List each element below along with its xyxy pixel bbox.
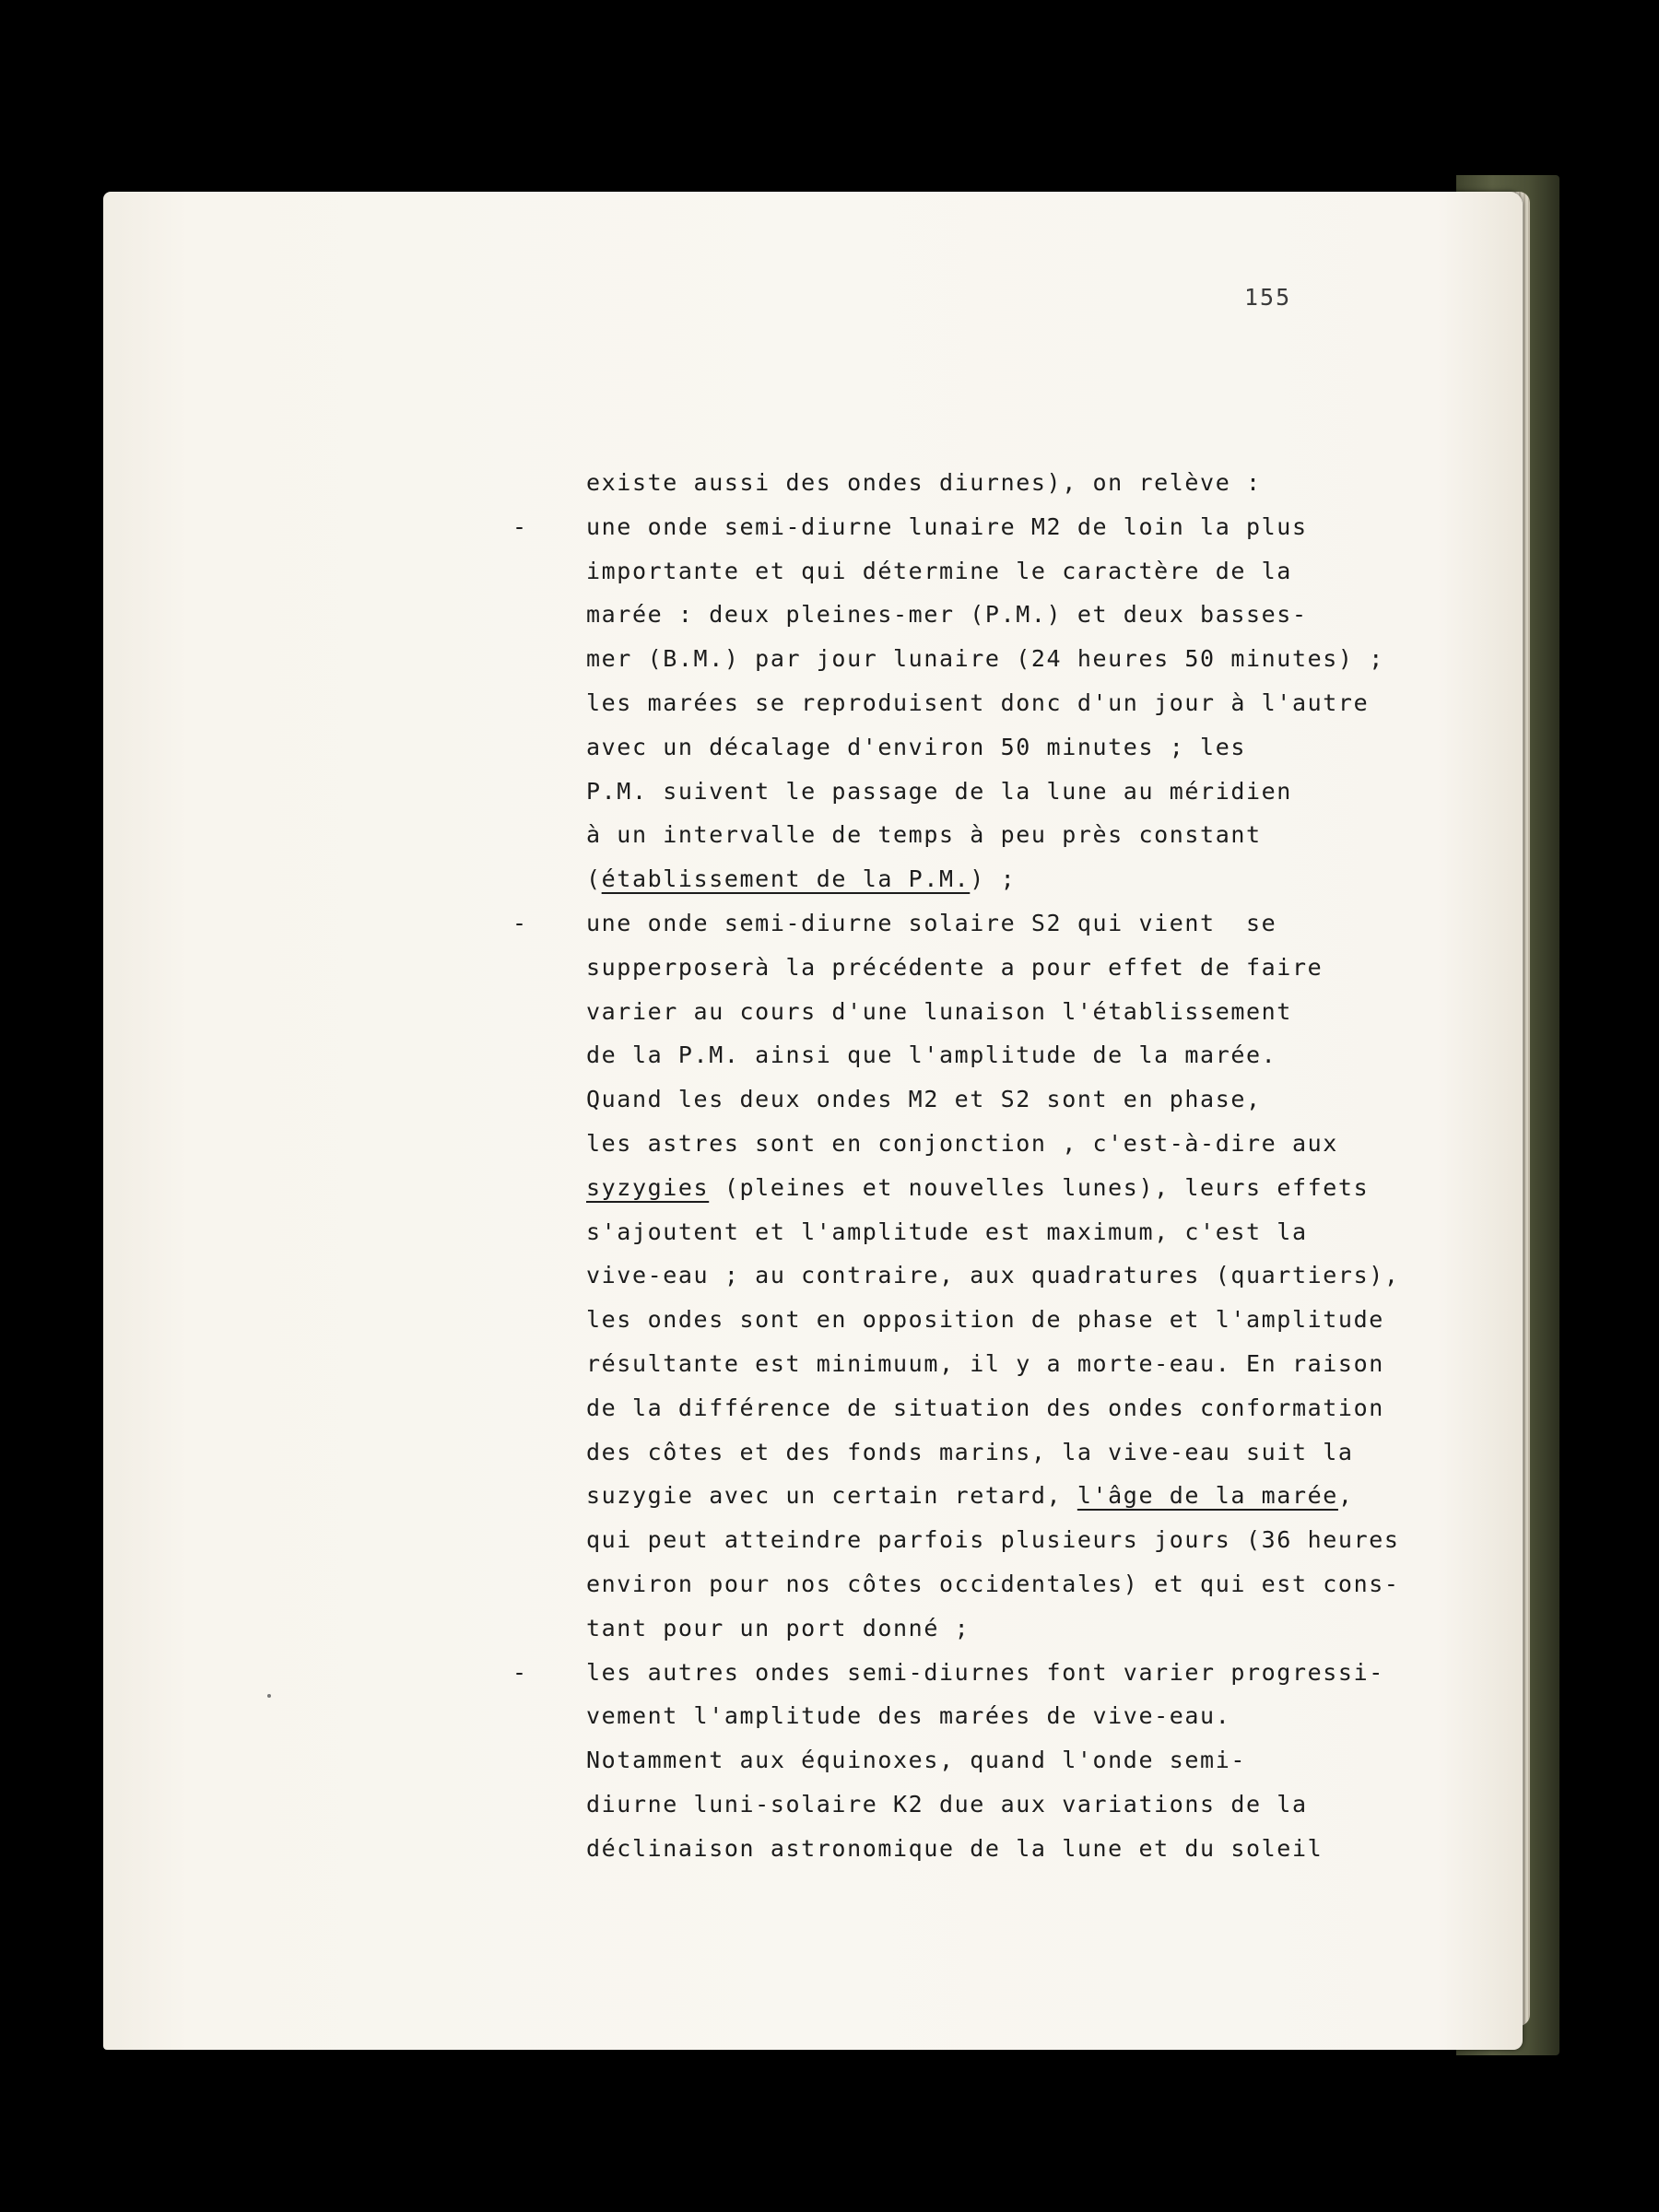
text-segment: les ondes sont en opposition de phase et l'amplitude [586, 1306, 1384, 1334]
text-segment: déclinaison astronomique de la lune et du soleil [586, 1834, 1324, 1862]
text-line [586, 1342, 1517, 1386]
text-line [586, 1210, 1517, 1254]
text-segment: Notamment aux équinoxes, quand l'onde semi- [586, 1747, 1247, 1774]
text-segment: existe aussi des ondes diurnes), on relève : [586, 469, 1262, 496]
text-segment: avec un décalage d'environ 50 minutes ; les [586, 733, 1247, 760]
text-segment: mer (B.M.) par jour lunaire (24 heures 50 minutes) ; [586, 645, 1384, 673]
body-text [512, 461, 1517, 1871]
text-segment: , [1337, 1482, 1354, 1510]
text-line [586, 1518, 1517, 1562]
text-segment: de la P.M. ainsi que l'amplitude de la marée. [586, 1041, 1277, 1069]
text-line [586, 593, 1517, 637]
text-segment: P.M. suivent le passage de la lune au méridien [586, 777, 1292, 805]
text-line [512, 1651, 1517, 1695]
text-segment: une onde semi-diurne solaire S2 qui vient se [586, 909, 1277, 936]
text-line [586, 637, 1517, 681]
text-line [512, 901, 1517, 946]
text-segment: vement l'amplitude des marées de vive-eau. [586, 1702, 1231, 1730]
page-number: 155 [1244, 284, 1292, 311]
text-line [586, 1827, 1517, 1871]
text-segment: varier au cours d'une lunaison l'établissement [586, 997, 1292, 1025]
text-line [586, 813, 1517, 857]
text-line [586, 946, 1517, 990]
text-line [586, 1562, 1517, 1606]
text-line [512, 505, 1517, 549]
text-line [586, 770, 1517, 814]
text-line [586, 1606, 1517, 1651]
text-line [586, 1166, 1517, 1210]
margin-speck [267, 1694, 271, 1698]
text-segment: marée : deux pleines-mer (P.M.) et deux basses- [586, 601, 1308, 629]
text-segment: les marées se reproduisent donc d'un jour à l'autre [586, 688, 1370, 716]
underlined-term: l'âge de la marée [1077, 1482, 1338, 1510]
text-line [586, 1122, 1517, 1166]
text-line [586, 1298, 1517, 1342]
text-segment: une onde semi-diurne lunaire M2 de loin la plus [586, 512, 1308, 540]
text-segment: ) ; [970, 865, 1017, 893]
text-segment: Quand les deux ondes M2 et S2 sont en phase, [586, 1086, 1262, 1113]
text-segment: supperposerà la précédente a pour effet de faire [586, 953, 1324, 981]
text-line [586, 461, 1517, 505]
text-segment: suzygie avec un certain retard, [586, 1482, 1077, 1510]
text-line [586, 1386, 1517, 1430]
text-line [586, 1253, 1517, 1298]
text-segment: s'ajoutent et l'amplitude est maximum, c'est la [586, 1218, 1308, 1245]
text-segment: (pleines et nouvelles lunes), leurs effets [709, 1173, 1370, 1201]
text-line [586, 1694, 1517, 1738]
text-line [586, 1430, 1517, 1475]
text-segment: résultante est minimuum, il y a morte-eau. En raison [586, 1349, 1384, 1377]
underlined-term: établissement de la P.M. [601, 865, 971, 893]
text-line [586, 1033, 1517, 1077]
list-dash: - [512, 909, 528, 936]
underlined-term: syzygies [586, 1173, 710, 1201]
list-dash: - [512, 512, 528, 540]
text-segment: environ pour nos côtes occidentales) et qui est cons- [586, 1570, 1400, 1597]
text-line [586, 725, 1517, 770]
text-segment: vive-eau ; au contraire, aux quadratures (quartiers), [586, 1262, 1400, 1289]
text-segment: les astres sont en conjonction , c'est-à-dire aux [586, 1129, 1338, 1157]
text-line [586, 1783, 1517, 1827]
text-segment: de la différence de situation des ondes conformation [586, 1394, 1384, 1421]
text-line [586, 1738, 1517, 1783]
text-segment: les autres ondes semi-diurnes font varier progressi- [586, 1658, 1384, 1686]
text-line [586, 857, 1517, 901]
text-segment: des côtes et des fonds marins, la vive-eau suit la [586, 1438, 1354, 1465]
text-segment: importante et qui détermine le caractère de la [586, 557, 1292, 584]
text-line [586, 990, 1517, 1034]
text-segment: ( [586, 865, 602, 893]
text-segment: qui peut atteindre parfois plusieurs jours (36 heures [586, 1526, 1400, 1554]
text-segment: diurne luni-solaire K2 due aux variations de la [586, 1790, 1308, 1818]
text-line [586, 1474, 1517, 1518]
list-dash: - [512, 1658, 528, 1686]
text-line [586, 681, 1517, 725]
text-segment: tant pour un port donné ; [586, 1614, 971, 1641]
text-line [586, 1077, 1517, 1122]
text-segment: à un intervalle de temps à peu près constant [586, 821, 1262, 849]
text-line [586, 549, 1517, 594]
